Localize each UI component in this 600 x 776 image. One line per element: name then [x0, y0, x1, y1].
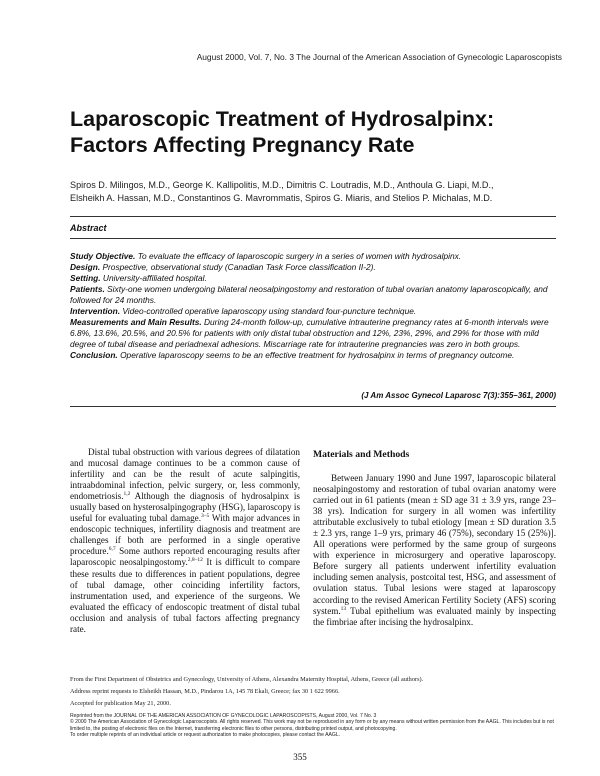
abstract-label: Study Objective. — [70, 251, 136, 261]
text-run: It is difficult to compare these results due to differences in patient populations, degree of tubal damage, other coinciding infertility factors, instrumentation used, and experience of the surgeons. We evaluated the efficacy of endoscopic treatment of distal tubal occlusion and analysis of tubal factors affecting pregnancy rate. — [70, 557, 300, 634]
footnotes — [70, 676, 560, 739]
methods-column — [313, 473, 556, 628]
text-run: Tubal epithelium was evaluated mainly by inspecting the fimbriae after incising the hydrosalpinx. — [313, 605, 556, 627]
abstract-label: Patients. — [70, 283, 105, 294]
abstract-text: Sixty-one women undergoing bilateral neosalpingostomy and restoration of tubal ovarian anatomy laparoscopically, and followed for 24 months. — [70, 283, 548, 305]
abstract-body — [70, 251, 556, 361]
ref-superscript: 13 — [340, 605, 347, 612]
abstract-item — [70, 262, 556, 273]
text-run: With major advances in endoscopic techniques, infertility diagnosis and treatment are challenges if both are performed in a single operative procedure. — [70, 513, 300, 557]
reprint-note-1: Reprinted from the JOURNAL OF THE AMERICAN ASSOCIATION OF GYNECOLOGIC LAPAROSCOPISTS, August 2000, Vol. 7 No. 3 — [70, 712, 377, 719]
ref-superscript: 2,8–12 — [187, 557, 203, 564]
text-run: Although the diagnosis of hydrosalpinx is usually based on hysterosalpingography (HSG), laparoscopy is useful for evaluating tubal damage. — [70, 491, 300, 524]
abstract-heading-rule — [70, 238, 556, 239]
affiliation-note: From the First Department of Obstetrics and Gynecology, University of Athens, Alexandra Maternity Hospital, Athens, Greece (all authors). — [70, 676, 424, 683]
title-line-1: Laparoscopic Treatment of Hydrosalpinx: — [70, 107, 495, 131]
methods-paragraph — [313, 473, 556, 628]
author-list — [70, 179, 570, 204]
abstract-item — [70, 317, 556, 350]
ref-superscript: 1,2 — [123, 491, 131, 498]
section-heading: Materials and Methods — [313, 449, 410, 460]
abstract-label: Setting. — [70, 272, 101, 283]
address-note: Address reprint requests to Elsheikh Hassan, M.D., Pindarou 1A, 145 78 Ekali, Greece; fax 30 1 622 9966. — [70, 688, 340, 696]
abstract-bottom-rule — [70, 406, 556, 407]
accepted-note: Accepted for publication May 21, 2000. — [70, 700, 171, 708]
abstract-text: Operative laparoscopy seems to be an effective treatment for hydrosalpinx in terms of pregnancy outcome. — [117, 349, 515, 360]
abstract-text: University-affiliated hospital. — [100, 272, 207, 283]
abstract-heading: Abstract — [70, 223, 107, 233]
intro-paragraph — [70, 447, 300, 635]
abstract-label: Conclusion. — [70, 349, 118, 360]
text-run: Some authors reported encouraging results after laparoscopic neosalpingostomy. — [70, 546, 300, 568]
abstract-item — [70, 251, 556, 262]
abstract-text: Video-controlled operative laparoscopy using standard four-puncture technique. — [120, 305, 417, 316]
abstract-label: Design. — [70, 261, 101, 272]
page-number: 355 — [293, 752, 307, 762]
abstract-label: Intervention. — [70, 305, 121, 316]
ref-superscript: 3–5 — [201, 513, 210, 520]
abstract-text: Prospective, observational study (Canadian Task Force classification II-2). — [100, 261, 376, 272]
text-run: Between January 1990 and June 1997, laparoscopic bilateral neosalpingostomy and restoration of tubal ovarian anatomy were carried out in 61 patients (mean ± SD age 31 ± 3.9 yrs, range 23–38 yrs). Indication for surgery in all women was infertility attributable exclusively to tubal etiology [mean ± SD duration 3.5 ± 2.3 yrs, range 1–9 yrs, primary 46 (75%), secondary 15 (25%)]. All operations were performed by the same group of surgeons with experience in microsurgery and operative laparoscopy. Before surgery all patients underwent infertility evaluation including semen analysis, postcoital test, HSG, and assessment of ovulation status. Tubal lesions were staged at laparoscopy according to the revised American Fertility Society (AFS) scoring system. — [313, 473, 556, 616]
running-head: August 2000, Vol. 7, No. 3 The Journal of the American Association of Gynecologic Laparoscopists — [196, 52, 562, 62]
article-title — [70, 106, 570, 158]
abstract-label: Measurements and Main Results. — [70, 316, 202, 327]
reprint-note-3: To order multiple reprints of an individual article or request authorization to make photocopies, please contact the AAGL. — [70, 732, 341, 739]
authors-line-1: Spiros D. Milingos, M.D., George K. Kallipolitis, M.D., Dimitris C. Loutradis, M.D., Anthoula G. Liapi, M.D., — [70, 180, 494, 190]
ref-superscript: 6,7 — [108, 546, 116, 553]
abstract-text: During 24-month follow-up, cumulative intrauterine pregnancy rates at 6-month intervals were 6.8%, 13.6%, 20.5%, and 20.5% for patients with only distal tubal obstruction and 12%, 23%, 29%, and 29% for those with mild degree of tubal disease and periadnexal adhesions. Miscarriage rate for intrauterine pregnancies was zero in both groups. — [70, 316, 549, 349]
abstract-item — [70, 284, 556, 306]
abstract-item — [70, 350, 556, 361]
text-run: Distal tubal obstruction with various degrees of dilatation and mucosal damage continues to be a common cause of infertility and can be the result of acute salpingitis, intraabdominal infection, pelvic surgery, or, less commonly, endometriosis. — [70, 447, 300, 502]
journal-citation: (J Am Assoc Gynecol Laparosc 7(3):355–361, 2000) — [361, 391, 556, 400]
abstract-item — [70, 306, 556, 317]
abstract-top-rule — [70, 216, 556, 217]
reprint-note-2: © 2000 The American Association of Gynecologic Laparoscopists. All rights reserved. This work may not be reproduced in any form or by any means without written permission from the AAGL. This includes but is not limited to, the posting of electronic files on the Internet, transferring electronic files to other persons, distributing printed output, and photocopying. — [70, 719, 554, 732]
intro-column — [70, 447, 300, 635]
abstract-text: To evaluate the efficacy of laparoscopic surgery in a series of women with hydrosalpinx. — [135, 251, 462, 261]
authors-line-2: Elsheikh A. Hassan, M.D., Constantinos G. Mavrommatis, Spiros G. Miaris, and Stelios P. Michalas, M.D. — [70, 192, 493, 203]
abstract-item — [70, 273, 556, 284]
title-line-2: Factors Affecting Pregnancy Rate — [70, 133, 415, 157]
